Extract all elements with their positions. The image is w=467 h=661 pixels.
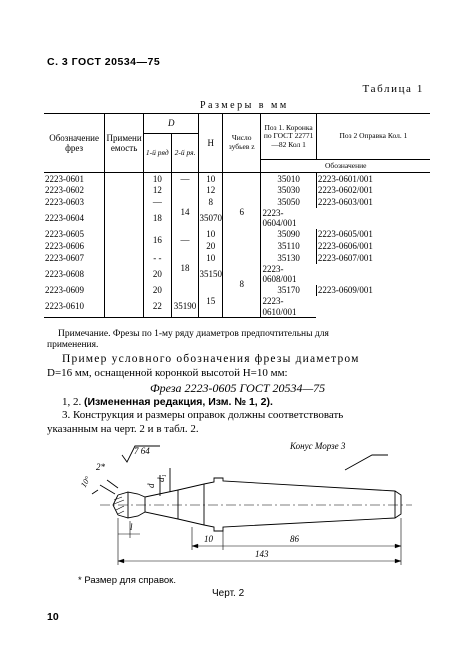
cell-h: 15 bbox=[199, 285, 223, 318]
d-label: d bbox=[146, 483, 156, 488]
cell-mandrel: 2223-0603/001 bbox=[316, 196, 430, 208]
col-H: Н bbox=[199, 114, 223, 173]
cell-d1: - - bbox=[144, 252, 172, 264]
table-label: Таблица 1 bbox=[362, 83, 424, 95]
cell-code: 2223-0601 bbox=[45, 173, 84, 184]
cell-mandrel: 2223-0605/001 bbox=[316, 229, 430, 241]
taper-label: Конус Морзе 3 bbox=[290, 441, 346, 451]
dim-86-label: 86 bbox=[290, 534, 299, 544]
paragraph-3-line-1: 3. Конструкция и размеры оправок должны соответствовать bbox=[62, 409, 344, 421]
note-line-1: Примечание. Фрезы по 1-му ряду диаметров предпочтительны для bbox=[58, 329, 329, 339]
cell-crown: 35010 bbox=[261, 173, 316, 185]
cell-h: 10 bbox=[199, 229, 223, 241]
cell-code: 2223-0605 bbox=[45, 229, 84, 240]
page-header: С. 3 ГОСТ 20534—75 bbox=[47, 56, 161, 68]
cell-code: 2223-0607 bbox=[45, 252, 84, 263]
note-line-2: применения. bbox=[47, 340, 99, 350]
col-teeth: Число зубьев z bbox=[222, 114, 260, 173]
footnote: * Размер для справок. bbox=[78, 575, 176, 586]
d1-label: d₁ bbox=[156, 474, 166, 482]
cell-h: 18 bbox=[144, 208, 172, 229]
cell-h: 20 bbox=[199, 240, 223, 252]
cell-d2: 18 bbox=[171, 252, 199, 284]
cell-h: 20 bbox=[144, 264, 172, 285]
cell-teeth: 6 bbox=[222, 173, 260, 253]
cell-crown: 35150 bbox=[199, 264, 223, 285]
cell-code: 2223-0608 bbox=[45, 268, 84, 279]
col-D: D bbox=[144, 114, 199, 134]
units-label: Размеры в мм bbox=[200, 100, 289, 111]
cell-d2: 14 bbox=[171, 196, 199, 228]
cell-d1: — bbox=[144, 196, 172, 208]
cell-code: 2223-0604 bbox=[45, 213, 84, 224]
cell-d1: 10 bbox=[144, 173, 172, 185]
para-prefix: 1, 2. bbox=[62, 396, 82, 408]
cell-d2: 22 bbox=[144, 296, 172, 317]
cell-h: 8 bbox=[199, 196, 223, 208]
paragraph-3-line-2: указанным на черт. 2 и в табл. 2. bbox=[47, 423, 199, 435]
col-crown: Поз 1. Коронка по ГОСТ 22771—82 Кол 1 bbox=[261, 114, 316, 160]
l-label: l bbox=[130, 522, 133, 532]
col-applicability: Примени емость bbox=[105, 114, 144, 173]
cell-mandrel: 2223-0606/001 bbox=[316, 240, 430, 252]
cell-code: 2223-0603 bbox=[45, 197, 84, 208]
cell-h: 12 bbox=[199, 185, 223, 197]
example-designation: Фреза 2223-0605 ГОСТ 20534—75 bbox=[150, 381, 326, 395]
cell-teeth: 8 bbox=[222, 252, 260, 317]
col-sub-designation: Обозначение bbox=[261, 160, 430, 173]
cell-d2: — bbox=[171, 173, 199, 185]
example-line-2: D=16 мм, оснащенной коронкой высотой H=10 мм: bbox=[47, 367, 288, 379]
roughness-label: 7 64 bbox=[134, 446, 150, 456]
cell-mandrel: 2223-0607/001 bbox=[316, 252, 430, 264]
cell-h: 10 bbox=[199, 173, 223, 185]
figure-caption: Черт. 2 bbox=[212, 588, 245, 599]
cell-crown: 35110 bbox=[261, 240, 316, 252]
star2-label: 2* bbox=[96, 462, 105, 472]
cell-mandrel: 2223-0610/001 bbox=[261, 296, 316, 317]
cell-code: 2223-0602 bbox=[45, 185, 84, 196]
dim-143-label: 143 bbox=[255, 549, 269, 559]
cell-mandrel: 2223-0601/001 bbox=[316, 173, 430, 185]
cell-mandrel: 2223-0602/001 bbox=[316, 185, 430, 197]
mandrel-outline bbox=[145, 478, 401, 531]
page-number: 10 bbox=[47, 611, 59, 623]
col-mandrel: Поз 2 Оправка Кол. 1 bbox=[316, 114, 430, 160]
cell-mandrel: 2223-0609/001 bbox=[316, 285, 430, 297]
cell-crown: 35130 bbox=[261, 252, 316, 264]
cell-crown: 35050 bbox=[261, 196, 316, 208]
cell-crown: 35030 bbox=[261, 185, 316, 197]
cell-d1: 20 bbox=[144, 285, 172, 297]
cell-h: 10 bbox=[199, 252, 223, 264]
col-row2: 2-й ря. bbox=[171, 134, 199, 173]
dim-10-label: 10 bbox=[204, 534, 213, 544]
cell-code: 2223-0606 bbox=[45, 241, 84, 252]
cell-d1: 16 bbox=[144, 229, 172, 252]
cell-code: 2223-0610 bbox=[44, 296, 105, 317]
cell-crown: 35190 bbox=[171, 296, 199, 317]
cell-crown: 35070 bbox=[199, 208, 223, 229]
cell-crown: 35090 bbox=[261, 229, 316, 241]
cell-mandrel: 2223-0608/001 bbox=[261, 264, 316, 285]
cell-d2: — bbox=[171, 229, 199, 252]
cell-crown: 35170 bbox=[261, 285, 316, 297]
cell-d1: 12 bbox=[144, 185, 172, 197]
col-row1: 1-й ряд bbox=[144, 134, 172, 173]
para-amendment: (Измененная редакция, Изм. № 1, 2). bbox=[84, 396, 273, 408]
angle-label: 10° bbox=[78, 474, 93, 489]
cell-code: 2223-0609 bbox=[45, 285, 84, 296]
cell-mandrel: 2223-0604/001 bbox=[261, 208, 316, 229]
col-designation: Обозначение фрез bbox=[44, 114, 105, 173]
example-line-1: Пример условного обозначения фрезы диаметром bbox=[62, 353, 360, 365]
